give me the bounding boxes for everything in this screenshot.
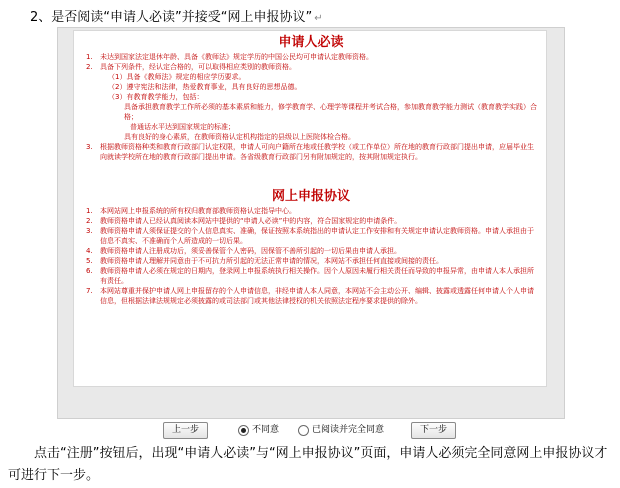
item-text: 具备下列条件，经认定合格的，可以取得相应类别的教师资格。	[100, 63, 296, 71]
disagree-radio[interactable]	[238, 425, 249, 436]
agreement-item	[84, 226, 538, 246]
instruction-caption: 点击“注册”按钮后，出现“申请人必读”与“网上申报协议”页面，申请人必须完全同意网上申报协议才可进行下一步。	[8, 446, 608, 483]
item-text: 根据教师资格种类和教育行政部门认定权限，申请人可向户籍所在地或任教学校（或工作单位）所在地的教育行政部门提出申请，应届毕业生向就读学校所在地的教育行政部门提出申请。各省级教育行政部门另有附加规定的，按其附加规定执行。	[100, 143, 534, 161]
step-heading	[30, 6, 323, 25]
must-read-item	[84, 62, 538, 72]
agreement-item	[84, 286, 538, 306]
item-text: 教师资格申请人理解并同意由于不可抗力所引起的无法正常申请的情况，本网站不承担任何直接或间接的责任。	[100, 257, 443, 265]
item-number: 4.	[86, 247, 93, 255]
item-number: 1.	[86, 207, 93, 215]
agree-option[interactable]	[298, 424, 384, 437]
prev-step-button[interactable]: 上一步	[163, 422, 208, 439]
disagree-option[interactable]	[238, 424, 279, 437]
agreement-item	[84, 266, 538, 286]
item-text: 教师资格申请人已经认真阅读本网站中提供的“申请人必读”中的内容，符合国家规定的申请条件。	[100, 217, 402, 225]
item-number: 7.	[86, 287, 93, 295]
must-read-list	[84, 52, 538, 72]
item-number: 2.	[86, 217, 93, 225]
next-step-button[interactable]: 下一步	[411, 422, 456, 439]
must-read-item	[84, 142, 538, 162]
agreement-item	[84, 216, 538, 226]
item-number: 2.	[86, 63, 93, 71]
must-read-title: 申请人必读	[278, 35, 344, 50]
must-read-sub-item: 具备承担教育教学工作所必须的基本素质和能力，修学教育学、心理学等课程并考试合格，参加教育教学能力测试（教育教学实践）合格；	[124, 103, 537, 121]
must-read-sub-item: 具有良好的身心素质，在教师资格认定机构指定的县级以上医院体检合格。	[124, 133, 355, 141]
item-text: 未达到国家法定退休年龄、具备《教师法》规定学历的中国公民均可申请认定教师资格。	[100, 53, 373, 61]
step-heading-text: 2、是否阅读“申请人必读”并接受“网上申报协议”	[30, 10, 313, 25]
item-number: 5.	[86, 257, 93, 265]
step-controls	[73, 420, 547, 442]
item-text: 教师资格申请人必须在规定的日期内，登录网上申报系统执行相关操作。因个人原因未履行相关责任而导致的申报异常，由申请人本人承担所有责任。	[100, 267, 534, 285]
must-read-sub-item: （1）具备《教师法》规定的相应学历要求。	[108, 73, 246, 81]
item-text: 本网站网上申报系统的所有权归教育部教师资格认定指导中心。	[100, 207, 296, 215]
agreement-item	[84, 206, 538, 216]
item-text: 本网站尊重并保护申请人网上申报留存的个人申请信息，非经申请人本人同意，本网站不会主动公开、编辑、披露或透露任何申请人个人申请信息，但根据法律法规规定必须披露的或司法部门或其他法律授权的机关依照法定程序要求提供的除外。	[100, 287, 534, 305]
item-number: 3.	[86, 143, 93, 151]
agree-radio[interactable]	[298, 425, 309, 436]
item-number: 3.	[86, 227, 93, 235]
item-number: 1.	[86, 53, 93, 61]
paragraph-mark: ↵	[314, 13, 323, 24]
must-read-sub-item: （2）遵守宪法和法律，热爱教育事业，具有良好的思想品德。	[108, 83, 302, 91]
agreement-list	[84, 206, 538, 306]
agree-label: 已阅读并完全同意	[312, 425, 385, 435]
agreement-item	[84, 246, 538, 256]
item-text: 教师资格申请人注册成功后，须妥善保管个人密码，因保管不善所引起的一切后果由申请人承担。	[100, 247, 401, 255]
item-text: 教师资格申请人须保证提交的个人信息真实、准确，保证按照本系统指出的申请认定工作安排和有关规定申请认定教师资格。申请人承担由于信息不真实、不准确而个人所造成的一切后果。	[100, 227, 534, 245]
must-read-list-cont	[84, 142, 538, 162]
must-read-item	[84, 52, 538, 62]
agreement-title: 网上申报协议	[271, 189, 350, 204]
item-number: 6.	[86, 267, 93, 275]
agreement-panel[interactable]	[73, 30, 547, 387]
must-read-sub-item: 普通话水平达到国家规定的标准；	[130, 123, 235, 131]
agreement-item	[84, 256, 538, 266]
must-read-sub-item: （3）有教育教学能力，包括：	[108, 93, 204, 101]
disagree-label: 不同意	[252, 425, 280, 435]
